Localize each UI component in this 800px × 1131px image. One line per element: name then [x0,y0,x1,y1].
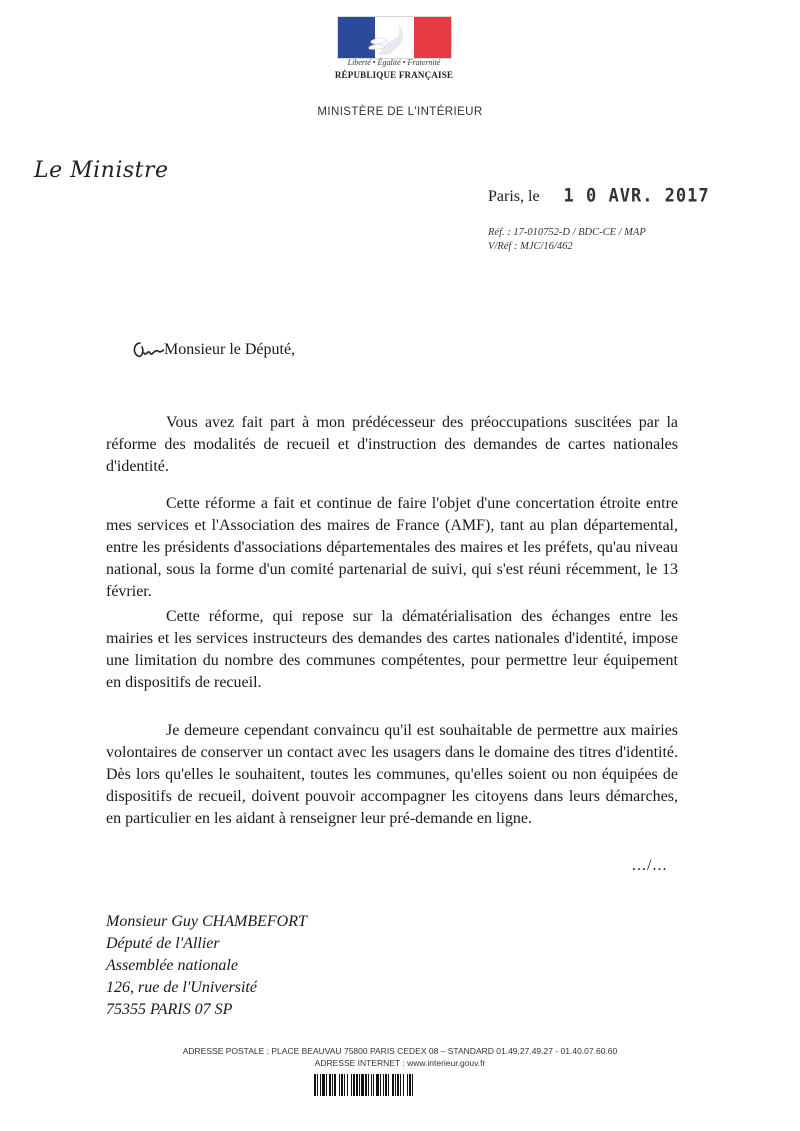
date-prefix: Paris, le [488,188,540,205]
references [488,226,646,254]
reference-number: Réf. : 17-010752-D / BDC-CE / MAP [488,227,646,238]
paragraph-2: Cette réforme a fait et continue de faire l'objet d'une concertation étroite entre mes services et l'Association des maires de France (AMF), tant au plan départemental, entre les présidents d'associations départementales des maires et les préfets, qu'au niveau national, sous la forme d'un comité partenarial de suivi, qui s'est réuni récemment, le 13 février. [106,495,678,600]
flag-red-band [414,17,451,58]
your-reference: V/Réf : MJC/16/462 [488,241,573,252]
recipient-function: Député de l'Allier [106,935,220,952]
recipient-street: 126, rue de l'Université [106,979,257,996]
marianne-logo [337,16,452,59]
marianne-profile-icon [365,19,415,57]
salutation: Monsieur le Député, [164,341,296,358]
recipient-institution: Assemblée nationale [106,957,238,974]
recipient-address [106,911,307,1021]
flag-white-band [375,17,414,58]
paragraph-3: Cette réforme, qui repose sur la dématérialisation des échanges entre les mairies et les services instructeurs des demandes des cartes nationales d'identité, impose une limitation du nombre des communes compétentes, pour permettre leur équipement en dispositifs de recueil. [106,608,678,691]
paragraph-4: Je demeure cependant convaincu qu'il est souhaitable de permettre aux mairies volontaires de conserver un contact avec les usagers dans le domaine des titres d'identité. Dès lors qu'elles le souhaitent, toutes les communes, qu'elles soient ou non équipées de dispositifs de recueil, doivent pouvoir accompagner les citoyens dans leurs démarches, en particulier en les aidant à renseigner leur pré-demande en ligne. [106,722,678,827]
barcode-icon [314,1074,486,1096]
paragraph-1: Vous avez fait part à mon prédécesseur des préoccupations suscitées par la réforme des modalités de recueil et d'instruction des demandes de cartes nationales d'identité. [106,414,678,475]
date-line [488,186,710,206]
continuation-mark: .../... [632,857,668,874]
footer-postal-address: ADRESSE POSTALE : PLACE BEAUVAU 75800 PARIS CEDEX 08 – STANDARD 01.49.27.49.27 - 01.40.07.60.60 [182,1046,618,1056]
handwritten-mark-icon [130,339,164,361]
salutation-block [130,339,295,361]
republique-francaise: RÉPUBLIQUE FRANÇAISE [334,70,454,80]
republic-motto: Liberté • Égalité • Fraternité [347,58,441,67]
date-stamp: 1 0 AVR. 2017 [563,185,710,207]
ministry-name: MINISTÈRE DE L'INTÉRIEUR [317,106,483,118]
sender-title: Le Ministre [34,158,169,183]
footer-internet-address: ADRESSE INTERNET : www.interieur.gouv.fr [314,1058,486,1068]
recipient-name: Monsieur Guy CHAMBEFORT [106,913,307,930]
recipient-city: 75355 PARIS 07 SP [106,1001,233,1018]
